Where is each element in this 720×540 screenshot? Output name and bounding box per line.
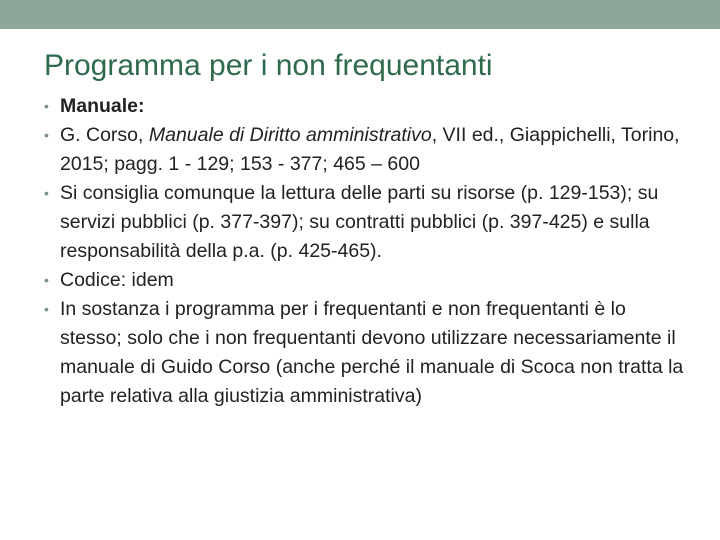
bullet-list [44, 92, 684, 411]
book-title: Manuale di Diritto amministrativo [148, 124, 432, 146]
bullet-text: Codice: idem [60, 269, 174, 291]
bullet-item-summary [44, 295, 684, 411]
bullet-text: , VII ed., Giappichelli, Torino, 2015; pagg. 1 - 129; 153 - 377; 465 – 600 [60, 124, 680, 175]
bullet-dot-icon: • [44, 272, 49, 288]
bullet-dot-icon: • [44, 301, 49, 317]
slide-title: Programma per i non frequentanti [44, 49, 493, 82]
bullet-text: G. Corso, [60, 124, 149, 146]
bullet-dot-icon: • [44, 185, 49, 201]
bullet-dot-icon: • [44, 127, 49, 143]
bullet-item-manuale [44, 92, 684, 121]
bullet-text: Si consiglia comunque la lettura delle parti su risorse (p. 129-153); su servizi pubblici (p. 377-397); su contratti pubblici (p. 397-425) e sulla responsabilità della p.a. (p. 425-465). [60, 182, 659, 262]
bullet-dot-icon: • [44, 98, 49, 114]
bullet-text: Manuale: [60, 95, 145, 117]
header-band [0, 0, 720, 29]
bullet-item-recommended-reading [44, 179, 684, 266]
bullet-item-textbook [44, 121, 684, 179]
bullet-item-codice [44, 266, 684, 295]
bullet-text: In sostanza i programma per i frequentanti e non frequentanti è lo stesso; solo che i non frequentanti devono utilizzare necessariamente il manuale di Guido Corso (anche perché il manuale di Scoca non tratta la parte relativa alla giustizia amministrativa) [60, 298, 684, 407]
